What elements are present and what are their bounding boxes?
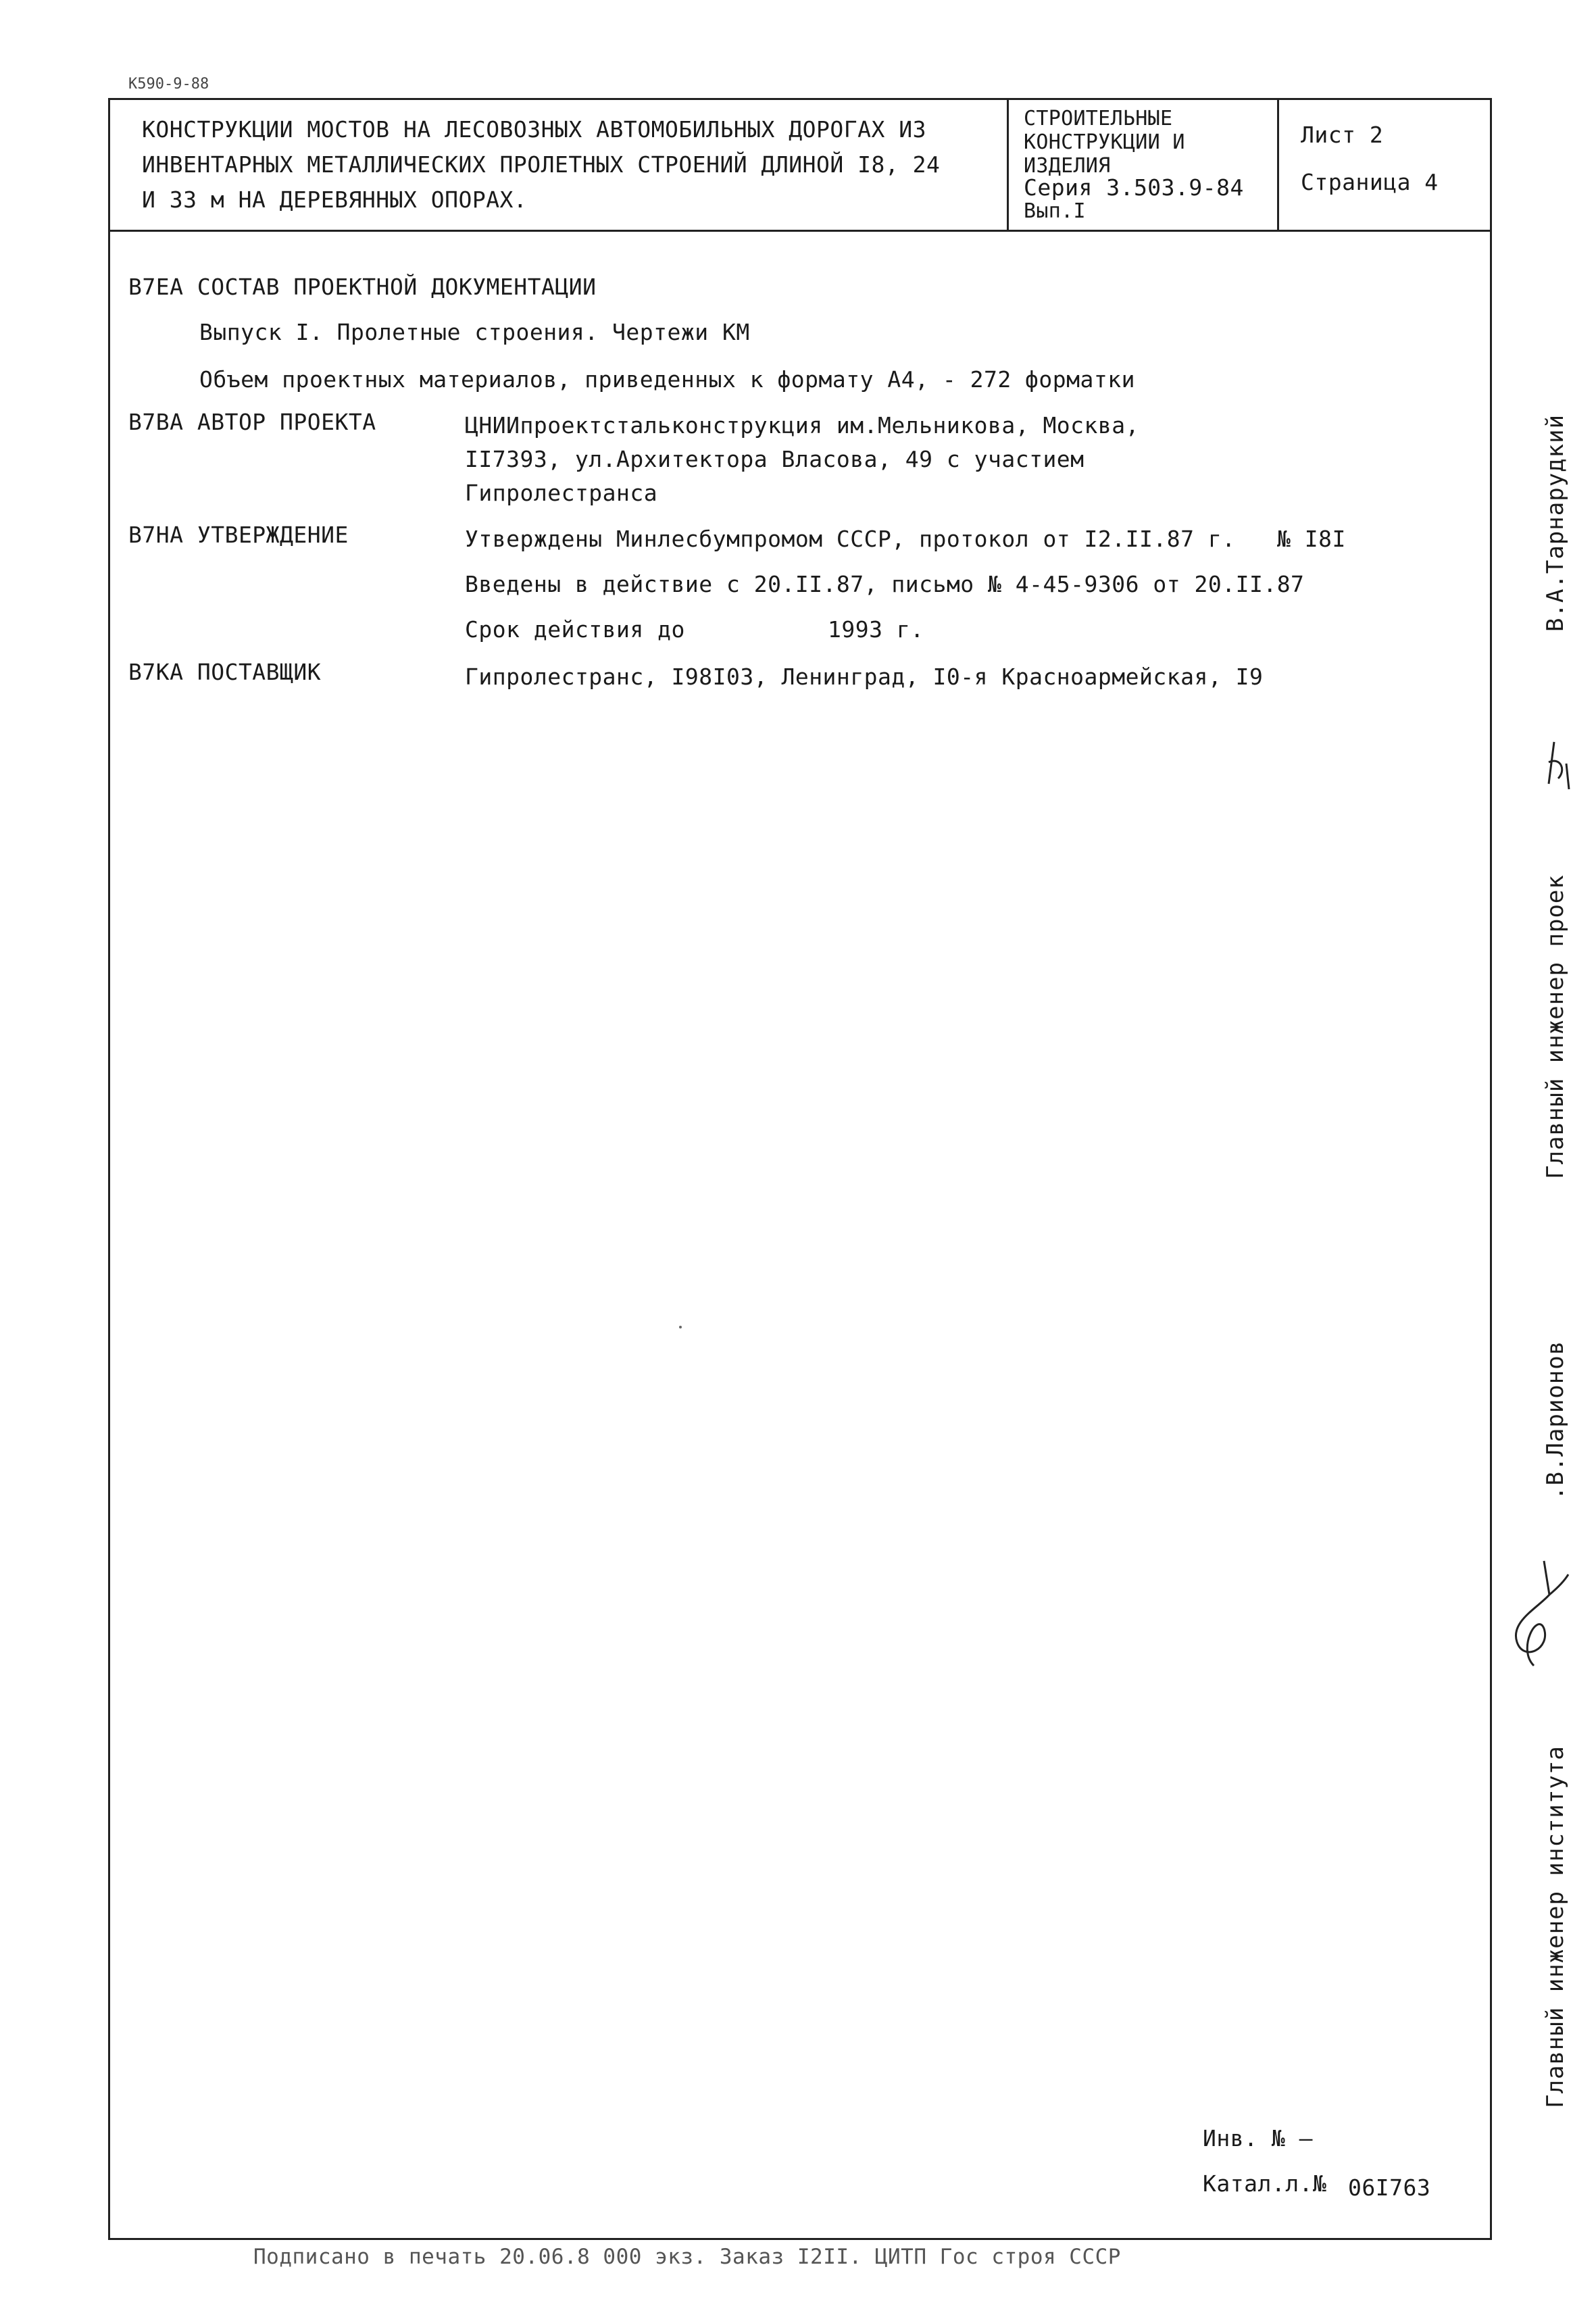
title-line: КОНСТРУКЦИИ МОСТОВ НА ЛЕСОВОЗНЫХ АВТОМОБИЛЬНЫХ ДОРОГАХ ИЗ <box>142 116 926 143</box>
category-line: КОНСТРУКЦИИ И <box>1024 130 1185 154</box>
signature-institute-engineer <box>1497 1554 1571 1672</box>
title-line: ИНВЕНТАРНЫХ МЕТАЛЛИЧЕСКИХ ПРОЛЕТНЫХ СТРОЕНИЙ ДЛИНОЙ I8, 24 <box>142 151 941 178</box>
print-info-line: Подписано в печать 20.06.8 000 экз. Заказ I2II. ЦИТП Гос строя СССР <box>253 2245 1121 2269</box>
header-divider <box>108 230 1492 232</box>
signature-project-engineer <box>1534 737 1581 797</box>
validity-label: Срок действия до <box>465 616 685 643</box>
chief-engineer-project-name: В.А.Тарнарудкий <box>1542 414 1569 632</box>
header-col-divider-1 <box>1007 98 1009 232</box>
supplier-text: Гипролестранс, I98I03, Ленинград, I0-я Красноармейская, I9 <box>465 664 1264 690</box>
section-label: В7КА ПОСТАВЩИК <box>128 659 322 685</box>
author-line: II7393, ул.Архитектора Власова, 49 с участием <box>465 446 1084 472</box>
introduced-text: Введены в действие с 20.II.87, письмо № 4-45-9306 от 20.II.87 <box>465 571 1305 597</box>
author-line: Гипролестранса <box>465 480 658 506</box>
section-label: В7НА УТВЕРЖДЕНИЕ <box>128 522 349 548</box>
header-col-divider-2 <box>1277 98 1279 232</box>
catalog-label: Катал.л.№ <box>1203 2170 1327 2197</box>
series-number: Серия 3.503.9-84 <box>1024 174 1244 201</box>
issue-number: Вып.I <box>1024 199 1086 223</box>
chief-engineer-institute-title: Главный инженер института <box>1542 1745 1569 2108</box>
document-code: K590-9-88 <box>128 76 209 93</box>
chief-engineer-project-title: Главный инженер проек <box>1542 874 1569 1179</box>
volume-description: Объем проектных материалов, приведенных к формату А4, - 272 форматки <box>199 366 1136 393</box>
inventory-number: Инв. № — <box>1203 2125 1313 2151</box>
section-label: В7ЕА СОСТАВ ПРОЕКТНОЙ ДОКУМЕНТАЦИИ <box>128 274 597 300</box>
issue-description: Выпуск I. Пролетные строения. Чертежи КМ <box>199 319 750 345</box>
scan-speck <box>679 1326 682 1328</box>
category-line: СТРОИТЕЛЬНЫЕ <box>1024 107 1173 130</box>
catalog-number: 06I763 <box>1348 2174 1431 2201</box>
validity-year: 1993 г. <box>828 616 924 643</box>
section-label: В7ВА АВТОР ПРОЕКТА <box>128 409 376 435</box>
sheet-number: Лист 2 <box>1301 122 1384 148</box>
approval-text: Утверждены Минлесбумпромом СССР, протокол от I2.II.87 г. <box>465 526 1236 552</box>
category-line: ИЗДЕЛИЯ <box>1024 154 1111 178</box>
page-number: Страница 4 <box>1301 169 1439 195</box>
title-line: И 33 м НА ДЕРЕВЯННЫХ ОПОРАХ. <box>142 186 528 213</box>
author-line: ЦНИИпроектстальконструкция им.Мельникова, Москва, <box>465 412 1140 439</box>
chief-engineer-institute-name: .В.Ларионов <box>1542 1340 1569 1500</box>
approval-number: № I8I <box>1277 526 1346 552</box>
